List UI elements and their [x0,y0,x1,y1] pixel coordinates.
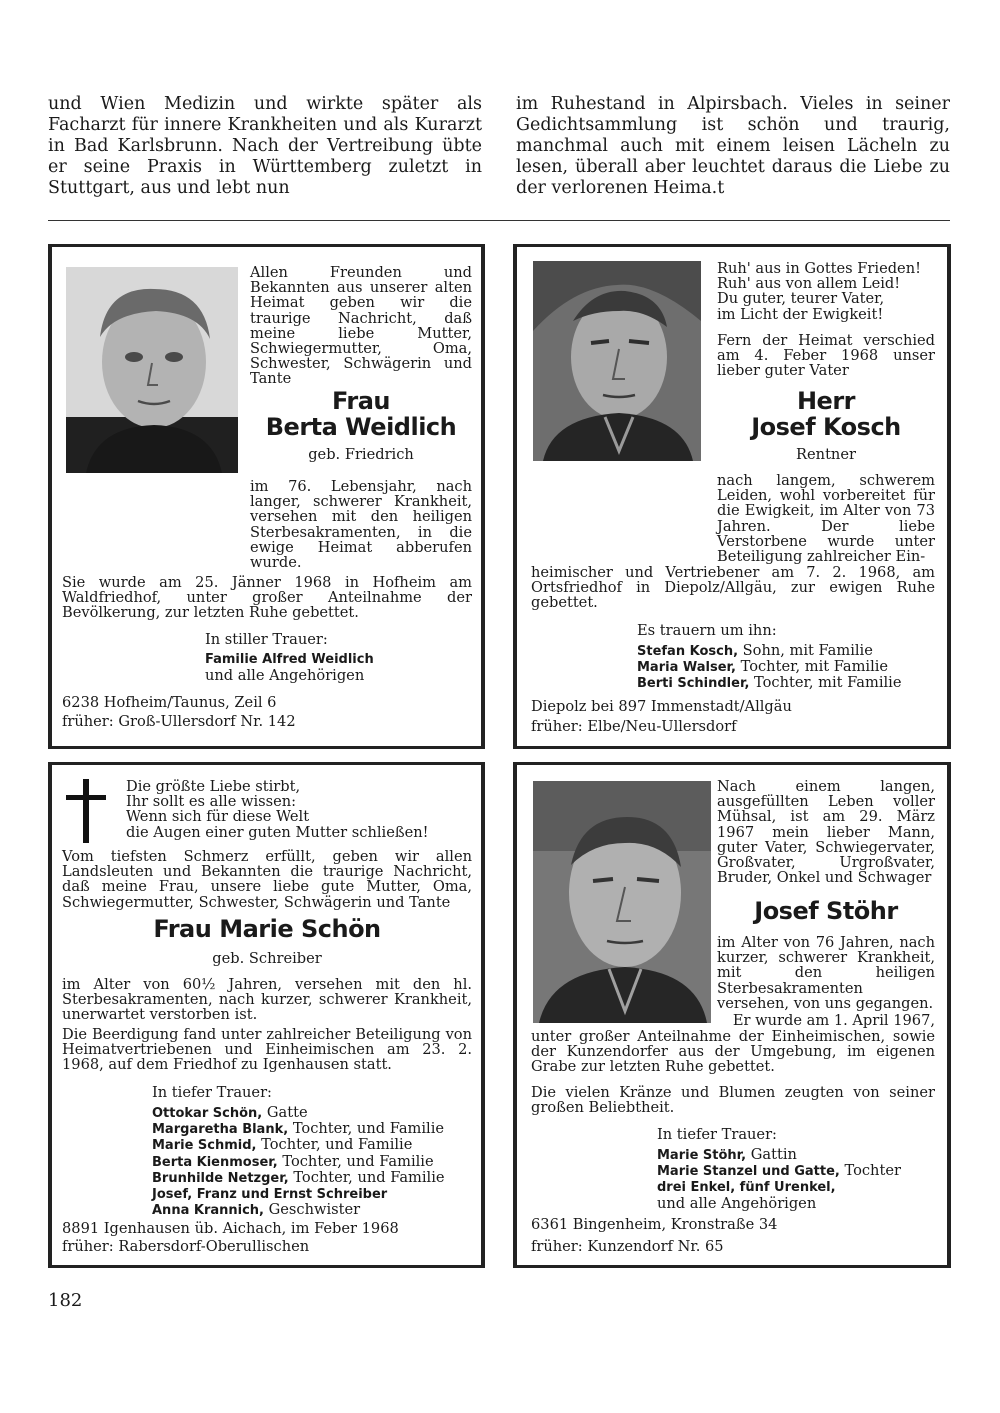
death-text: nach langem, schwerem Leiden, wohl vorbereitet für die Ewigkeit, im Alter von 73 Jahren. Der liebe Verstorbene wurde unter Beteiligung zahlreicher Ein- [717,472,935,566]
verse-line: die Augen einer guten Mutter schließen! [126,823,429,841]
mourner-row: Maria Walser, Tochter, mit Familie [637,658,889,676]
occupation: Rentner [796,446,856,463]
mourners-list [637,643,937,692]
top-text-left: und Wien Medizin und wirkte später als Facharzt für innere Krankheiten und als Kurarzt in Bad Karlsbrunn. Nach der Vertreibung übte er seine Praxis in Württemberg zuletzt in Stuttgart, aus und lebt nun [48,94,482,198]
address-text: Diepolz bei 897 Immenstadt/Allgäu [531,698,792,715]
burial-text: unter großer Anteilnahme der Einheimischen, sowie der Kunzendorfer aus der Umgebung, im eigenen Grabe zur letzten Ruhe gebettet. [531,1028,935,1076]
page-number: 182 [48,1290,83,1311]
deceased-name: Berta Weidlich [265,413,457,441]
title-frau: Frau [332,387,390,415]
verse-line: Ruh' aus von allem Leid! [717,275,901,293]
relatives-text: und alle Angehörigen [657,1194,817,1212]
intro-text: Nach einem langen, ausgefüllten Leben voller Mühsal, ist am 29. März 1967 mein lieber Mann, guter Vater, Schwiegervater, Großvater, Urgroßvater, Bruder, Onkel und Schwager [717,778,935,887]
death-text: im Alter von 60½ Jahren, versehen mit den hl. Sterbesakramenten, nach kurzer, schwerer Krankheit, unerwartet verstorben ist. [62,976,472,1024]
address-text: 6238 Hofheim/Taunus, Zeil 6 [62,694,277,711]
mourner-row: Ottokar Schön, Gatte [152,1104,308,1121]
mourners-list [152,1105,482,1218]
top-text-right: im Ruhestand in Alpirsbach. Vieles in seiner Gedichtsammlung ist schön und traurig, manchmal auch mit einem leisen Lächeln zu lesen, überall aber leuchtet daraus die Liebe zu der verlorenen Heima.t [516,94,950,198]
deceased-name: Josef Stöhr [754,897,898,925]
section-divider [48,220,950,221]
mourner-row: Marie Schmid, Tochter, und Familie [152,1136,413,1154]
cross-icon [66,779,106,843]
mourner-row: drei Enkel, fünf Urenkel, [657,1180,836,1196]
verse-line: Ihr sollt es alle wissen: [126,793,297,811]
verse-line: Wenn sich für diese Welt [126,808,310,826]
mourners-list [657,1147,939,1211]
burial-text: heimischer und Vertriebener am 7. 2. 1968, am Ortsfriedhof in Diepolz/Allgäu, zur ewigen Ruhe gebettet. [531,564,935,612]
obituary-weidlich [48,244,485,749]
portrait-photo [533,261,701,461]
mourner-row: Berti Schindler, Tochter, mit Familie [637,674,902,692]
obituary-stoehr [513,762,951,1268]
former-address: früher: Elbe/Neu-Ullersdorf [531,718,737,735]
address-text: 8891 Igenhausen üb. Aichach, im Feber 1968 [62,1220,399,1237]
deceased-name: Frau Marie Schön [153,915,381,943]
deceased-name: Josef Kosch [751,413,901,441]
burial-date: Er wurde am 1. April 1967, [732,1012,935,1029]
family-name: Familie Alfred Weidlich [205,652,374,667]
mourner-row: Brunhilde Netzger, Tochter, und Familie [152,1168,445,1186]
verse-line: Ruh' aus in Gottes Frieden! [717,260,921,277]
burial-text: Sie wurde am 25. Jänner 1968 in Hofheim am Waldfriedhof, unter großer Anteilnahme der Bevölkerung, zur letzten Ruhe gebettet. [62,574,472,622]
portrait-photo [66,267,238,473]
verse [717,261,935,322]
intro-text: Allen Freunden und Bekannten aus unserer alten Heimat geben wir die traurige Nachricht, daß meine liebe Mutter, Schwiegermutter, Oma, Schwester, Schwägerin und Tante [250,264,472,388]
maiden-name: geb. Schreiber [212,950,322,967]
mourner-row: Marie Stanzel und Gatte, Tochter [657,1162,901,1180]
mourning-label: In stiller Trauer: [205,631,328,648]
intro-text: Fern der Heimat verschied am 4. Feber 1968 unser lieber guter Vater [717,332,935,380]
mourning-label: In tiefer Trauer: [152,1084,272,1101]
death-text: im Alter von 76 Jahren, nach kurzer, schwerer Krankheit, mit den heiligen Sterbesakramenten versehen, von uns gegangen. [717,934,935,1012]
intro-text: Vom tiefsten Schmerz erfüllt, geben wir allen Landsleuten und Bekannten die traurige Nachricht, daß meine Frau, unsere liebe gute Mutter, Oma, Schwiegermutter, Schwester, Schwägerin und Tante [62,848,472,911]
obituary-kosch [513,244,951,749]
verse-line: Die größte Liebe stirbt, [126,778,301,795]
maiden-name: geb. Friedrich [308,446,414,463]
verse-line: im Licht der Ewigkeit! [717,305,884,323]
title-herr: Herr [796,387,856,415]
mourner-row: Anna Krannich, Geschwister [152,1201,361,1219]
mourner-row: Josef, Franz und Ernst Schreiber [152,1187,388,1203]
wreaths-text: Die vielen Kränze und Blumen zeugten von seiner großen Beliebtheit. [531,1084,935,1117]
former-address: früher: Groß-Ullersdorf Nr. 142 [62,713,296,730]
mourner-row: Margaretha Blank, Tochter, und Familie [152,1120,445,1138]
former-address: früher: Kunzendorf Nr. 65 [531,1238,724,1255]
mourner-row: Stefan Kosch, Sohn, mit Familie [637,642,873,659]
relatives-text: und alle Angehörigen [205,667,365,684]
mourner-row: Marie Stöhr, Gattin [657,1146,797,1163]
portrait-photo [533,781,711,1023]
obituary-schoen [48,762,485,1268]
death-text: im 76. Lebensjahr, nach langer, schwerer Krankheit, versehen mit den heiligen Sterbesakramenten, in die ewige Heimat abberufen wurde. [250,478,472,572]
mourning-label: Es trauern um ihn: [637,622,777,639]
mourner-row: Berta Kienmoser, Tochter, und Familie [152,1152,434,1170]
mourning-label: In tiefer Trauer: [657,1126,777,1143]
address-text: 6361 Bingenheim, Kronstraße 34 [531,1216,778,1233]
burial-text: Die Beerdigung fand unter zahlreicher Beteiligung von Heimatvertriebenen und Einheimischen am 23. 2. 1968, auf dem Friedhof zu Igenhausen statt. [62,1026,472,1074]
former-address: früher: Rabersdorf-Oberullischen [62,1238,310,1255]
verse [126,779,476,840]
verse-line: Du guter, teurer Vater, [717,290,885,308]
